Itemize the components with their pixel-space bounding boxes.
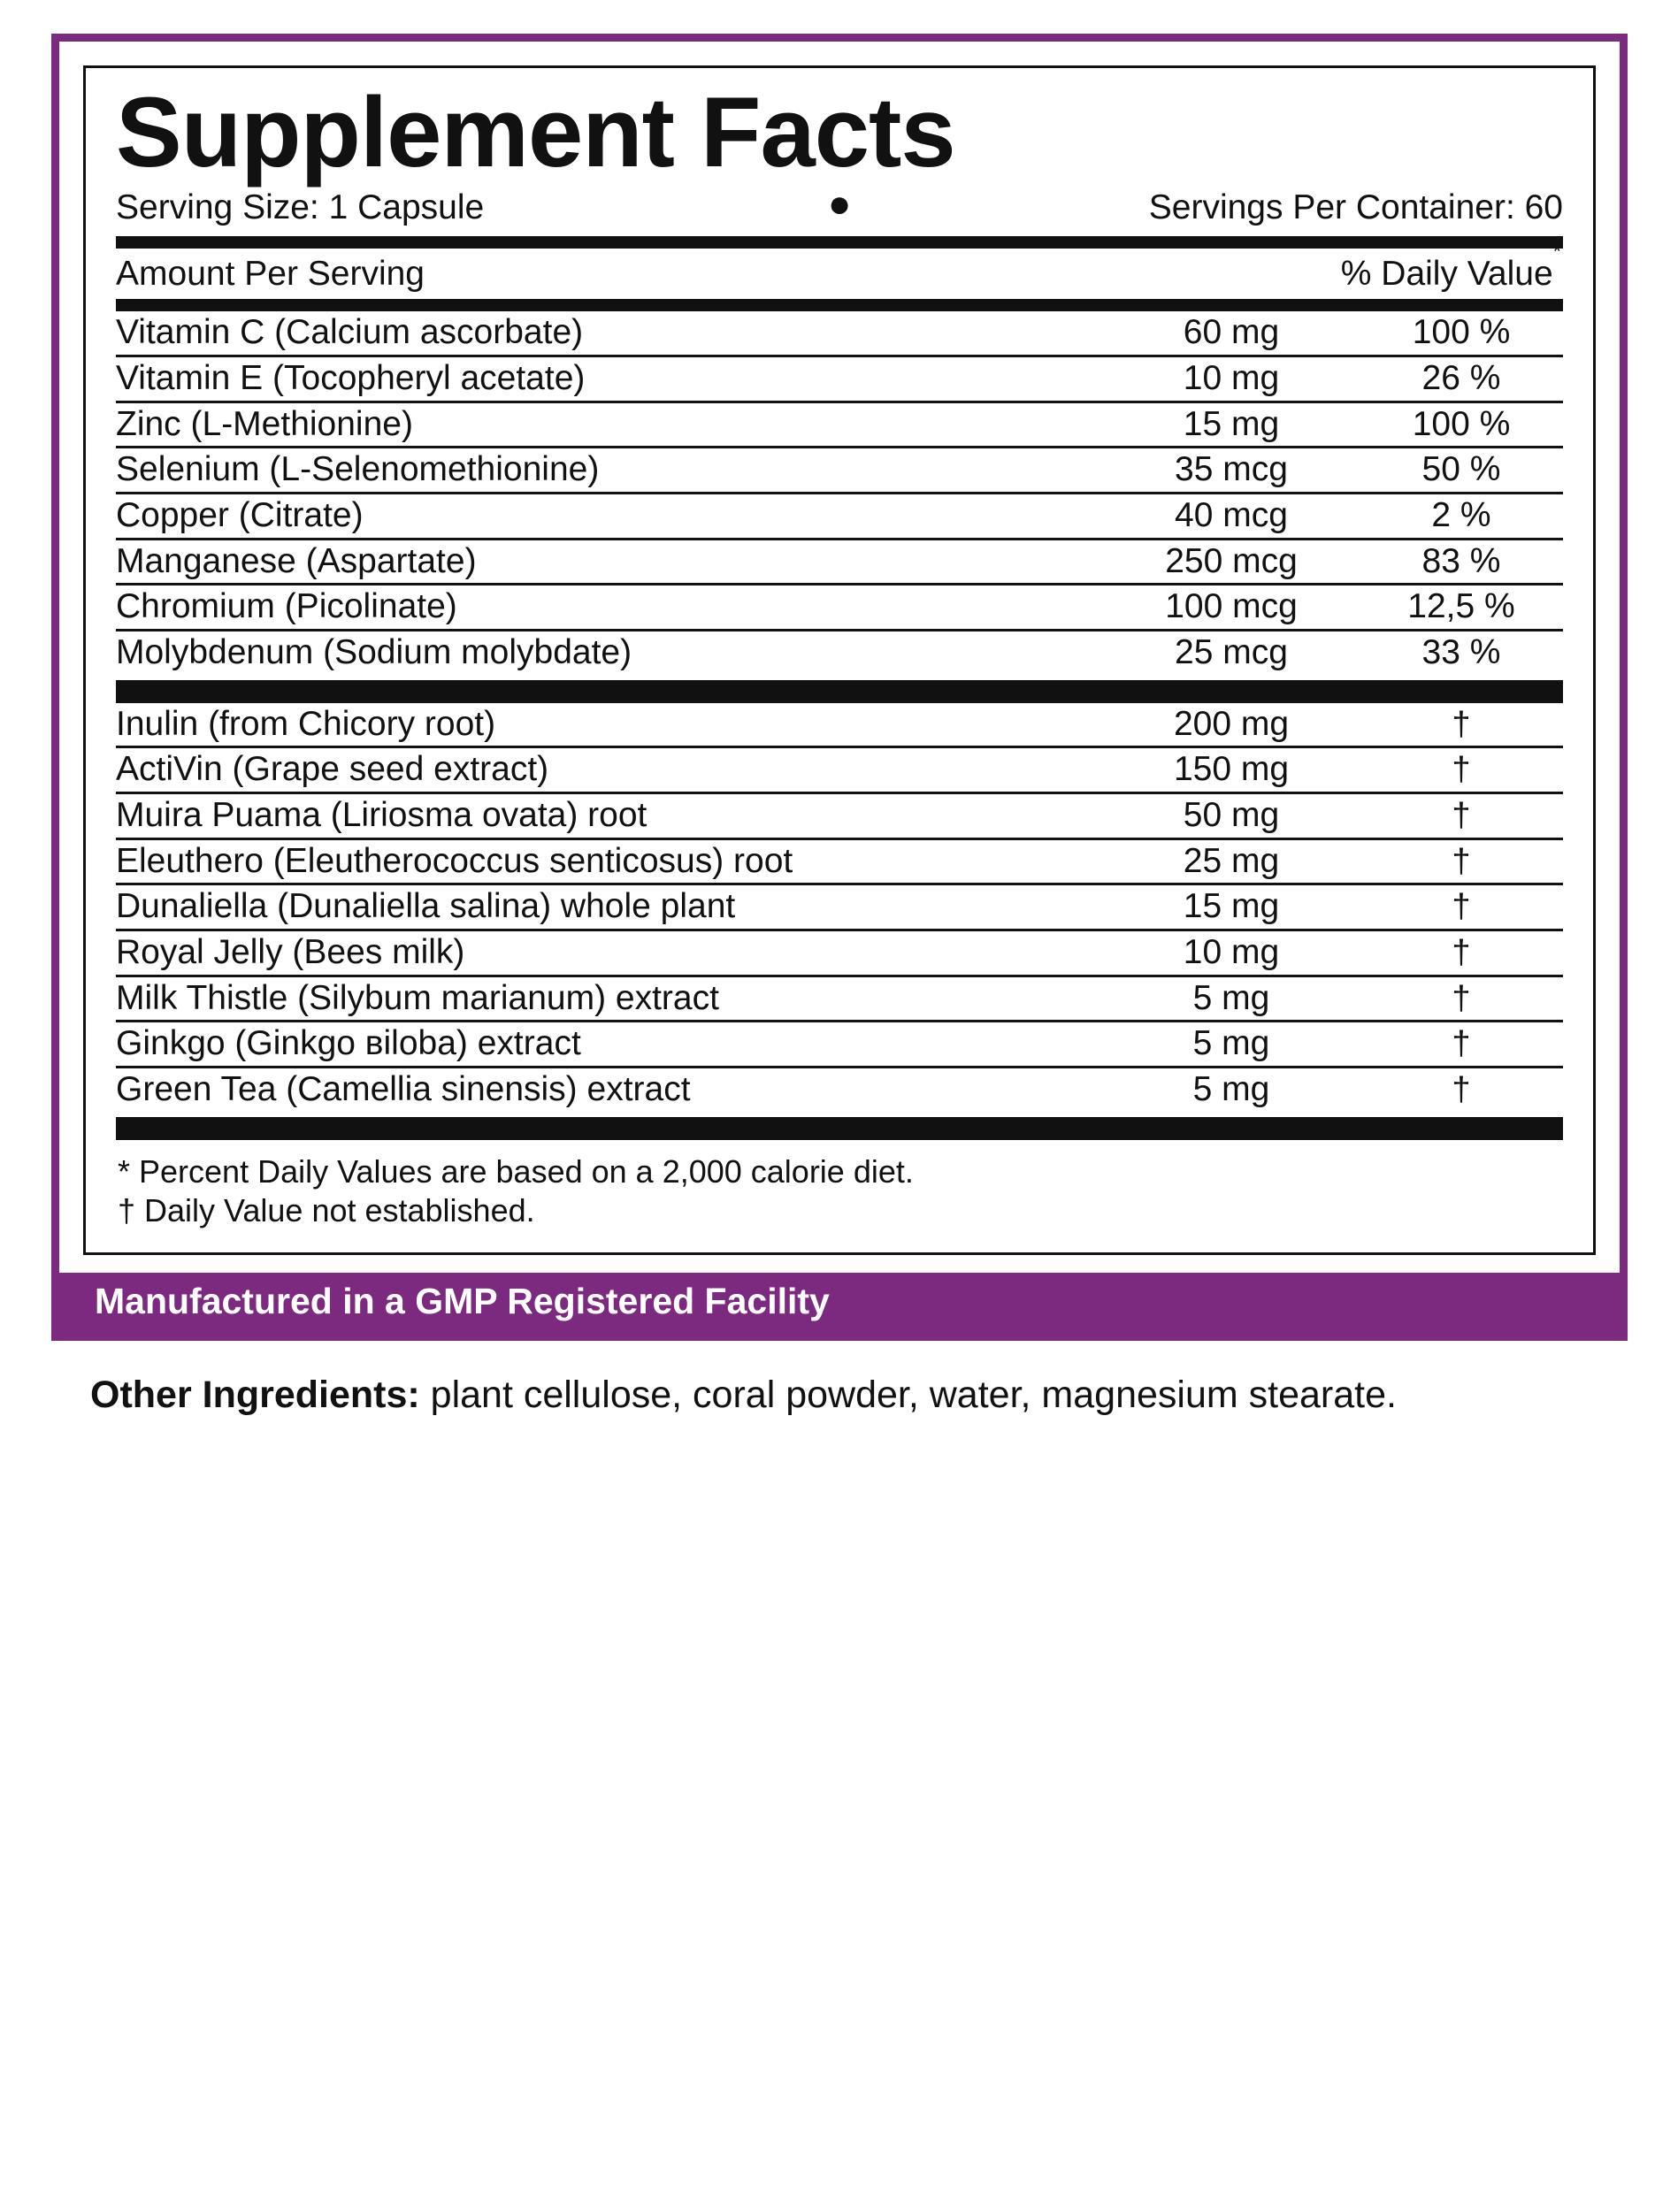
nutrient-amount: 10 mg <box>1103 930 1360 976</box>
table-row <box>116 402 1563 448</box>
nutrient-dv: † <box>1360 1022 1563 1068</box>
nutrients-table-vitamins <box>116 311 1563 674</box>
nutrient-dv: † <box>1360 884 1563 930</box>
divider-block-middle <box>116 680 1563 703</box>
servings-per-container-label: Servings Per Container: 60 <box>1148 188 1563 227</box>
other-ingredients-value: plant cellulose, coral powder, water, magnesium stearate. <box>419 1374 1397 1417</box>
daily-value-asterisk: * <box>1552 240 1561 264</box>
daily-value-header <box>1340 240 1563 294</box>
nutrient-name: Muira Puama (Liriosma ovata) root <box>116 792 1103 838</box>
table-row <box>116 1067 1563 1111</box>
nutrient-amount: 60 mg <box>1103 311 1360 356</box>
nutrient-name: Zinc (L-Methionine) <box>116 402 1103 448</box>
nutrient-amount: 40 mcg <box>1103 493 1360 539</box>
nutrient-amount: 25 mcg <box>1175 632 1288 671</box>
supplement-facts-panel <box>51 34 1628 1341</box>
table-row <box>116 356 1563 402</box>
vitamins-minerals-body <box>116 311 1563 674</box>
divider-thick-header <box>116 299 1563 311</box>
nutrient-amount: 15 mg <box>1103 884 1360 930</box>
other-ingredients <box>90 1371 1417 1420</box>
table-row <box>116 311 1563 356</box>
nutrient-name: Chromium (Picolinate) <box>116 585 1103 631</box>
amount-per-serving-label: Amount Per Serving <box>116 255 425 294</box>
nutrient-name: Vitamin E (Tocopheryl acetate) <box>116 356 1103 402</box>
serving-info-row <box>116 182 1563 227</box>
nutrient-dv: 50 % <box>1360 448 1563 494</box>
daily-value-label: % Daily Value <box>1340 255 1553 294</box>
nutrient-amount: 100 mcg <box>1103 585 1360 631</box>
table-row <box>116 1022 1563 1068</box>
nutrient-dv: 26 % <box>1360 356 1563 402</box>
table-row <box>116 448 1563 494</box>
footnote-dagger: † Daily Value not established. <box>118 1191 535 1228</box>
nutrient-dv: † <box>1360 792 1563 838</box>
nutrient-amount: 200 mg <box>1103 703 1360 747</box>
nutrient-dv: 100 % <box>1360 402 1563 448</box>
nutrient-dv: 83 % <box>1360 539 1563 585</box>
nutrient-amount: 25 mg <box>1103 838 1360 884</box>
nutrient-dv: † <box>1360 838 1563 884</box>
nutrient-amount: 250 mcg <box>1103 539 1360 585</box>
nutrient-amount: 35 mcg <box>1103 448 1360 494</box>
table-row <box>116 884 1563 930</box>
amount-per-serving-header <box>116 240 1563 299</box>
nutrient-dv: 2 % <box>1360 493 1563 539</box>
botanicals-body <box>116 703 1563 1112</box>
serving-size-label: Serving Size: 1 Capsule <box>116 188 485 227</box>
nutrient-amount: 5 mg <box>1103 976 1360 1022</box>
table-row <box>116 930 1563 976</box>
nutrient-dv: 100 % <box>1360 311 1563 356</box>
gmp-banner: Manufactured in a GMP Registered Facility <box>59 1273 1620 1333</box>
table-row <box>116 630 1563 674</box>
page-title: Supplement Facts <box>116 77 955 188</box>
nutrient-amount: 5 mg <box>1103 1022 1360 1068</box>
nutrient-name: Copper (Citrate) <box>116 493 1103 539</box>
nutrient-name: Milk Thistle (Silybum marianum) extract <box>116 976 1103 1022</box>
separator-dot-icon: ● <box>827 182 852 226</box>
nutrient-name: Vitamin C (Calcium ascorbate) <box>116 311 1103 356</box>
table-row <box>116 493 1563 539</box>
table-row <box>116 792 1563 838</box>
nutrient-dv: † <box>1360 930 1563 976</box>
nutrient-amount: 15 mg <box>1103 402 1360 448</box>
nutrient-name: Inulin (from Chicory root) <box>116 703 1103 747</box>
nutrient-amount: 10 mg <box>1103 356 1360 402</box>
nutrient-dv: † <box>1360 747 1563 793</box>
nutrient-dv: 33 % <box>1421 632 1501 671</box>
table-row <box>116 585 1563 631</box>
table-row <box>116 703 1563 747</box>
divider-thick-top <box>116 236 1563 249</box>
supplement-facts-box <box>83 65 1596 1255</box>
nutrient-dv: † <box>1452 1071 1471 1109</box>
nutrient-name: ActiVin (Grape seed extract) <box>116 747 1103 793</box>
nutrient-dv: 12,5 % <box>1360 585 1563 631</box>
table-row <box>116 838 1563 884</box>
nutrient-dv: † <box>1360 703 1563 747</box>
nutrient-name: Selenium (L-Selenomethionine) <box>116 448 1103 494</box>
nutrient-amount: 50 mg <box>1103 792 1360 838</box>
nutrient-name: Molybdenum (Sodium molybdate) <box>116 632 632 671</box>
table-row <box>116 747 1563 793</box>
nutrient-amount: 5 mg <box>1192 1069 1270 1108</box>
footnote-daily-value-basis: * Percent Daily Values are based on a 2,000 calorie diet. <box>118 1152 914 1190</box>
other-ingredients-label: Other Ingredients: <box>90 1374 420 1417</box>
nutrient-name: Eleuthero (Eleutherococcus senticosus) root <box>116 838 1103 884</box>
nutrient-name: Ginkgo (Ginkgo вiloba) extract <box>116 1022 1103 1068</box>
nutrient-name: Green Tea (Camellia sinensis) extract <box>116 1069 691 1108</box>
table-row <box>116 976 1563 1022</box>
nutrients-table-botanicals <box>116 703 1563 1112</box>
nutrient-name: Manganese (Aspartate) <box>116 539 1103 585</box>
nutrient-name: Royal Jelly (Bees milk) <box>116 930 1103 976</box>
divider-block-bottom <box>116 1117 1563 1140</box>
table-row <box>116 539 1563 585</box>
nutrient-dv: † <box>1360 976 1563 1022</box>
nutrient-name: Dunaliella (Dunaliella salina) whole plant <box>116 884 1103 930</box>
nutrient-amount: 150 mg <box>1103 747 1360 793</box>
footnotes <box>116 1152 1563 1230</box>
